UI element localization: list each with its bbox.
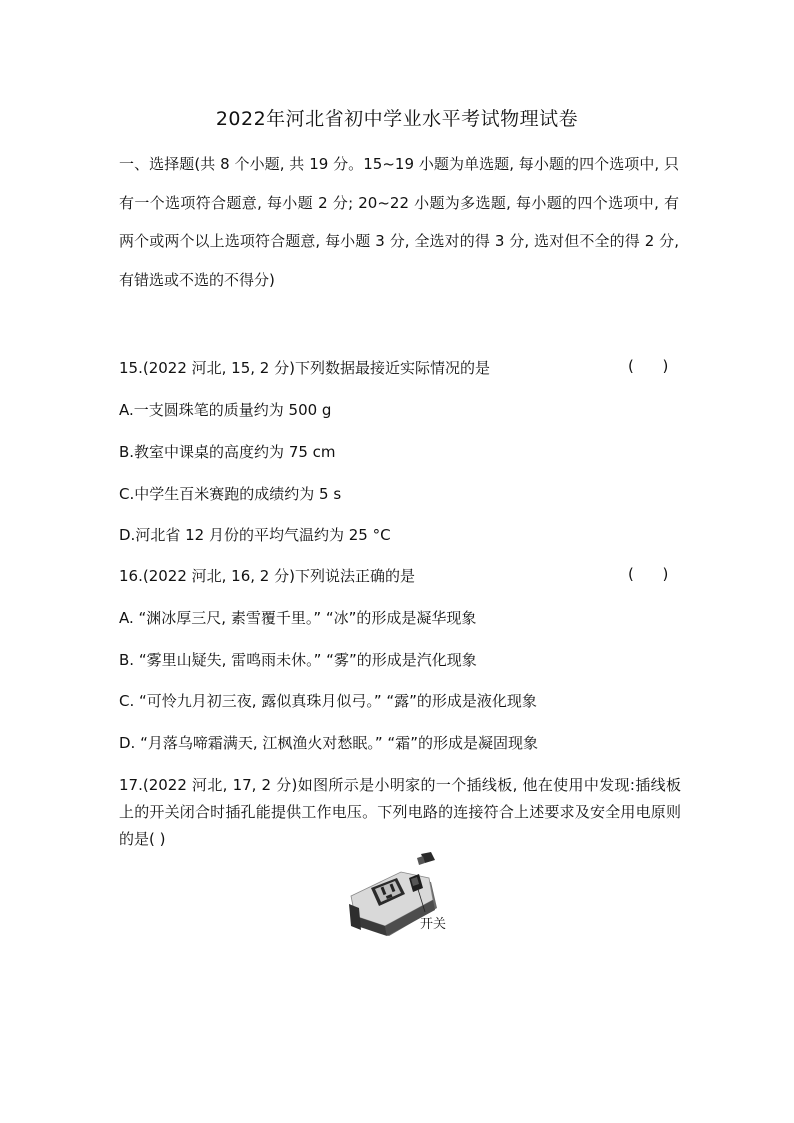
question-16-option-a: A. “渊冰厚三尺, 素雪覆千里。” “冰”的形成是凝华现象 bbox=[119, 609, 477, 627]
question-15-option-a: A.一支圆珠笔的质量约为 500 g bbox=[119, 401, 332, 419]
question-16-option-b: B. “雾里山疑失, 雷鸣雨未休。” “雾”的形成是汽化现象 bbox=[119, 651, 477, 669]
switch-label: 开关 bbox=[420, 917, 447, 932]
question-15-stem: 15.(2022 河北, 15, 2 分)下列数据最接近实际情况的是 bbox=[119, 359, 490, 377]
question-16-stem: 16.(2022 河北, 16, 2 分)下列说法正确的是 bbox=[119, 567, 415, 585]
question-16-option-d: D. “月落乌啼霜满天, 江枫渔火对愁眠。” “霜”的形成是凝固现象 bbox=[119, 734, 538, 752]
question-16-answer-blank: ( ) bbox=[628, 565, 669, 583]
question-15-option-d: D.河北省 12 月份的平均气温约为 25 °C bbox=[119, 526, 391, 544]
section-instructions: 一、选择题(共 8 个小题, 共 19 分。15~19 小题为单选题, 每小题的四个选项中, 只有一个选项符合题意, 每小题 2 分; 20~22 小题为多选题, 每小题的四个选项中, 有两个或两个以上选项符合题意, 每小题 3 分, 全选对的得 3 分, 选对但不全的得 2 分, 有错选或不选的不得分) bbox=[119, 155, 679, 289]
plug-piece-icon bbox=[417, 852, 435, 865]
question-17-stem: 17.(2022 河北, 17, 2 分)如图所示是小明家的一个插线板, 他在使用中发现:插线板上的开关闭合时插孔能提供工作电压。下列电路的连接符合上述要求及安全用电原则的是( ) bbox=[119, 776, 681, 848]
exam-title: 2022年河北省初中学业水平考试物理试卷 bbox=[215, 108, 579, 130]
question-15-option-c: C.中学生百米赛跑的成绩约为 5 s bbox=[119, 485, 342, 503]
question-15-option-b: B.教室中课桌的高度约为 75 cm bbox=[119, 443, 336, 461]
question-16-option-c: C. “可怜九月初三夜, 露似真珠月似弓。” “露”的形成是液化现象 bbox=[119, 692, 537, 710]
question-15-answer-blank: ( ) bbox=[628, 357, 669, 375]
